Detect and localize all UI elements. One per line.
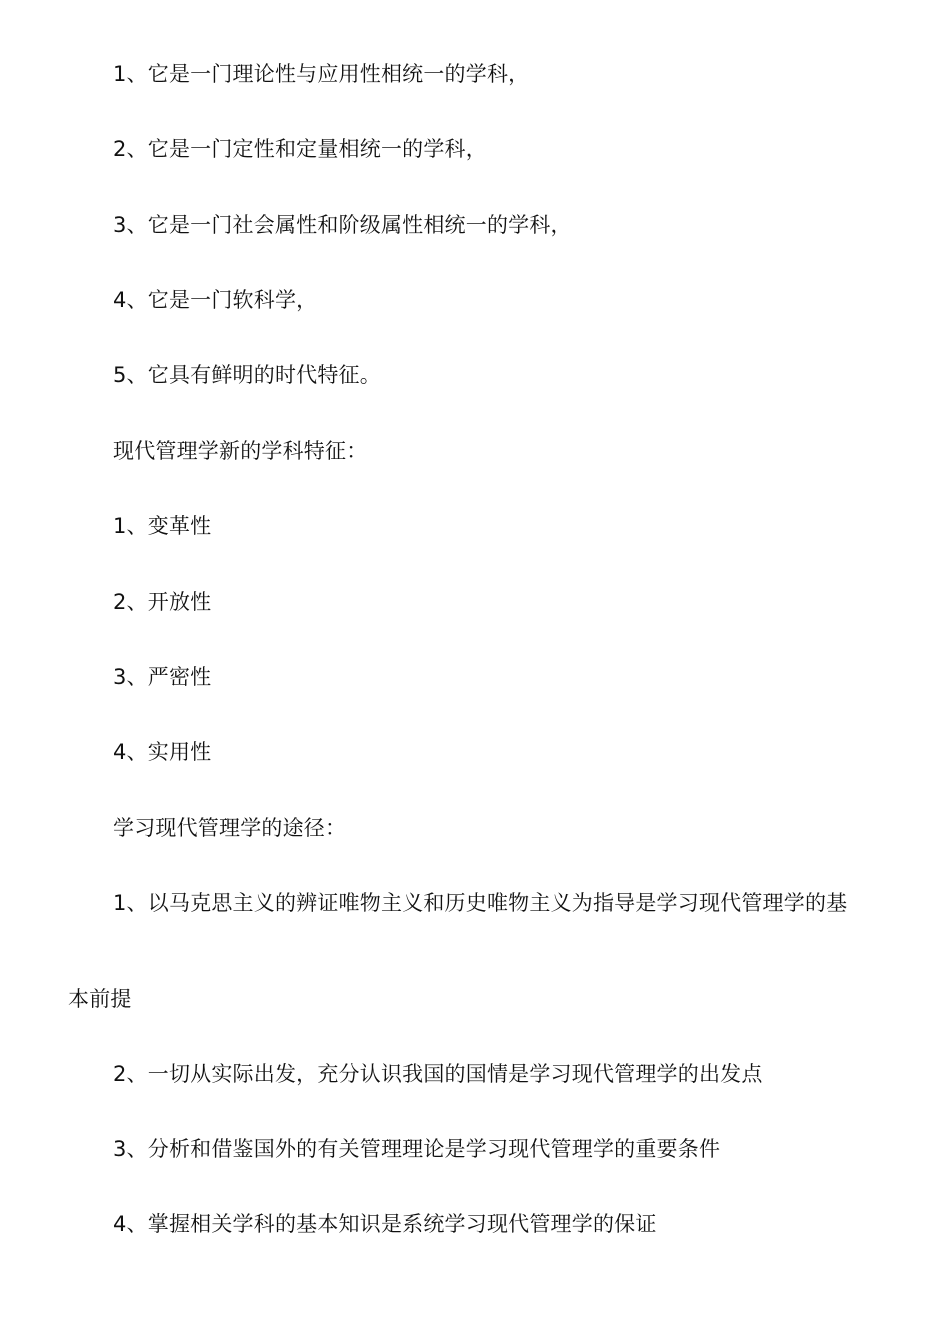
trait-item-1: 1、它是一门理论性与应用性相统一的学科， bbox=[113, 62, 530, 86]
new-trait-item-4: 4、实用性 bbox=[113, 740, 212, 764]
path-item-2: 2、一切从实际出发，充分认识我国的国情是学习现代管理学的出发点 bbox=[113, 1062, 763, 1086]
path-item-1-continuation: 本前提 bbox=[68, 987, 132, 1011]
trait-item-5: 5、它具有鲜明的时代特征。 bbox=[113, 363, 381, 387]
path-item-1: 1、以马克思主义的辨证唯物主义和历史唯物主义为指导是学习现代管理学的基 bbox=[113, 891, 848, 915]
section-heading-learning-paths: 学习现代管理学的途径： bbox=[113, 816, 347, 840]
new-trait-item-1: 1、变革性 bbox=[113, 514, 212, 538]
section-heading-new-traits: 现代管理学新的学科特征： bbox=[113, 439, 368, 463]
new-trait-item-3: 3、严密性 bbox=[113, 665, 212, 689]
path-item-3: 3、分析和借鉴国外的有关管理理论是学习现代管理学的重要条件 bbox=[113, 1137, 721, 1161]
new-trait-item-2: 2、开放性 bbox=[113, 590, 212, 614]
trait-item-4: 4、它是一门软科学， bbox=[113, 288, 318, 312]
trait-item-3: 3、它是一门社会属性和阶级属性相统一的学科， bbox=[113, 213, 572, 237]
trait-item-2: 2、它是一门定性和定量相统一的学科， bbox=[113, 137, 487, 161]
path-item-4: 4、掌握相关学科的基本知识是系统学习现代管理学的保证 bbox=[113, 1212, 657, 1236]
